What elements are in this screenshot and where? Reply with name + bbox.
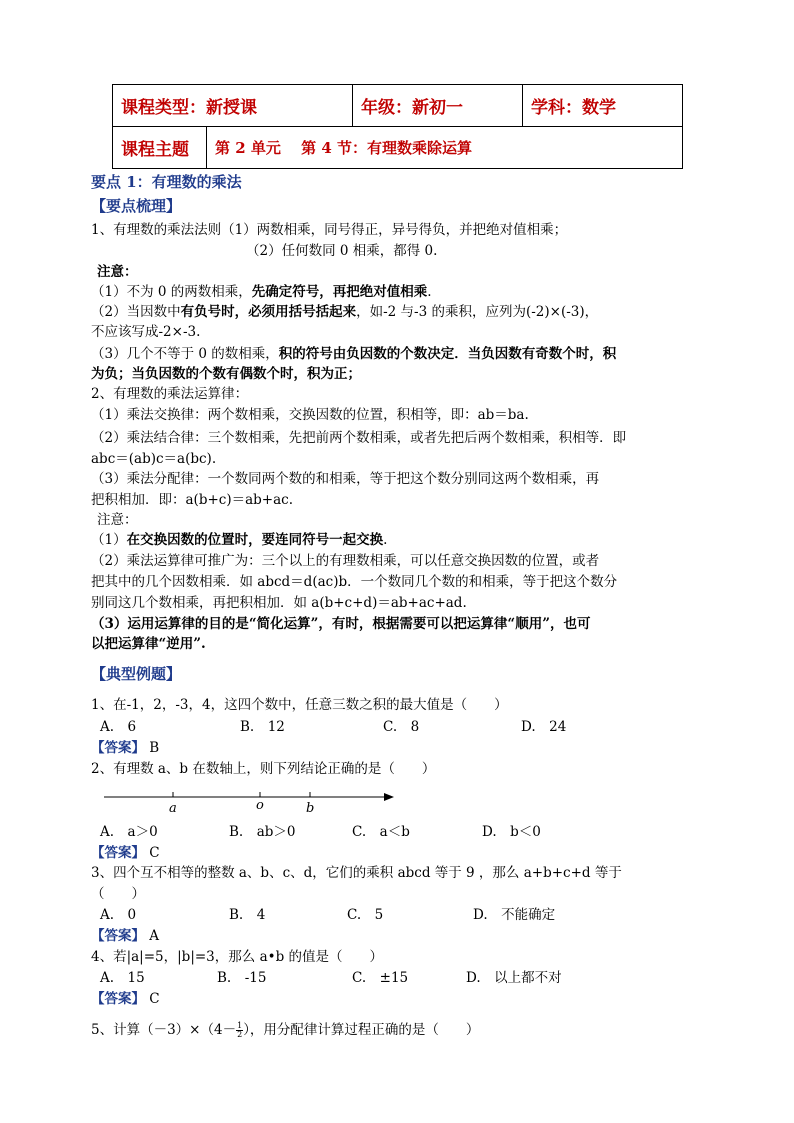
note2-2: （2）乘法运算律可推广为：三个以上的有理数相乘，可以任意交换因数的位置，或者 [91,553,600,569]
course-header-table [112,84,683,169]
q4-option-a: A. 15 [100,970,145,986]
q2-stem: 2、有理数 a、b 在数轴上，则下列结论正确的是（ ） [91,761,436,777]
law-2-line2: abc＝(ab)c＝a(bc). [91,451,217,467]
note2-3-line2: 以把运算律“逆用”. [91,636,206,652]
subject: 学科：数学 [523,85,683,127]
q1-option-b: B. 12 [240,719,285,735]
law-title: 2、有理数的乘法运算律： [91,386,249,402]
topic-value: 第 2 单元 第 4 节：有理数乘除运算 [207,127,683,169]
fraction-one-half: $\frac{1}{2}$ [237,1021,243,1039]
q1-option-d: D. 24 [521,719,567,735]
arrow-head-icon [384,793,394,801]
grade: 年级：新初一 [353,85,523,127]
q1-option-c: C. 8 [383,719,420,735]
note-3-line2: 为负；当负因数的个数有偶数个时，积为正； [91,366,361,382]
q2-option-b: B. ab＞0 [229,824,296,840]
note-1: （1）不为 0 的两数相乘，先确定符号，再把绝对值相乘. [91,284,432,300]
q4-option-b: B. -15 [217,970,267,986]
note-label-2: 注意： [97,512,138,528]
section-title: 要点 1：有理数的乘法 [91,173,242,191]
rule-1a: 1、有理数的乘法法则（1）两数相乘，同号得正，异号得负，并把绝对值相乘； [91,222,568,238]
q1-stem: 1、在-1，2，-3，4，这四个数中，任意三数之积的最大值是（ ） [91,697,508,713]
q2-option-c: C. a＜b [352,824,410,840]
q4-stem: 4、若|a|=5，|b|=3，那么 a•b 的值是（ ） [91,949,384,965]
q5-stem: 5、计算（－3）×（4－ $\frac{1}{2}$ ），用分配律计算过程正确的是（ ） [91,1021,480,1039]
q3-option-a: A. 0 [100,907,137,923]
number-line [100,786,400,816]
law-3-line2: 把积相加．即：a(b+c)＝ab+ac. [91,492,293,508]
q3-stem-line2: （ ） [91,886,145,902]
note2-1: （1）在交换因数的位置时，要连同符号一起交换. [91,532,388,548]
law-3: （3）乘法分配律：一个数同两个数的和相乘，等于把这个数分别同这两个数相乘，再 [91,471,600,487]
q2-option-d: D. b＜0 [482,824,541,840]
law-2: （2）乘法结合律：三个数相乘，先把前两个数相乘，或者先把后两个数相乘，积相等．即 [91,430,627,446]
subsection-title: 【要点梳理】 [91,197,182,215]
q3-option-b: B. 4 [229,907,266,923]
q1-option-a: A. 6 [100,719,137,735]
rule-1b: （2）任何数同 0 相乘，都得 0. [246,243,438,259]
q4-option-c: C. ±15 [352,970,409,986]
course-type: 课程类型：新授课 [113,85,353,127]
examples-title: 【典型例题】 [91,665,182,683]
axis-label-b: b [306,801,315,816]
note-3: （3）几个不等于 0 的数相乘，积的符号由负因数的个数决定．当负因数有奇数个时，积 [91,346,617,362]
q1-answer: 【答案】 B [91,740,160,756]
axis-label-a: a [169,801,177,816]
q3-option-d: D. 不能确定 [473,907,556,923]
note-2-line2: 不应该写成-2×-3. [91,324,201,340]
note2-3: （3）运用运算律的目的是“简化运算”，有时，根据需要可以把运算律“顺用”，也可 [91,616,591,632]
q2-option-a: A. a＞0 [100,824,158,840]
topic-label: 课程主题 [113,127,207,169]
q3-answer: 【答案】 A [91,928,160,944]
note2-2-line3: 别同这几个数相乘，再把积相加．如 a(b+c+d)＝ab+ac+ad. [91,595,467,611]
q3-option-c: C. 5 [347,907,384,923]
q2-answer: 【答案】 C [91,845,160,861]
q4-answer: 【答案】 C [91,991,160,1007]
note-2: （2）当因数中有负号时，必须用括号括起来，如-2 与-3 的乘积，应列为(-2)×(-3)， [91,304,599,320]
q4-option-d: D. 以上都不对 [466,970,562,986]
q3-stem: 3、四个互不相等的整数 a、b、c、d，它们的乘积 abcd 等于 9 ，那么 a+b+c+d 等于 [91,865,622,881]
note2-2-line2: 把其中的几个因数相乘．如 abcd＝d(ac)b．一个数同几个数的和相乘，等于把这个数分 [91,574,618,590]
axis-label-o: o [256,798,264,813]
law-1: （1）乘法交换律：两个数相乘，交换因数的位置，积相等，即：ab＝ba. [91,407,529,423]
note-label: 注意： [97,264,138,280]
